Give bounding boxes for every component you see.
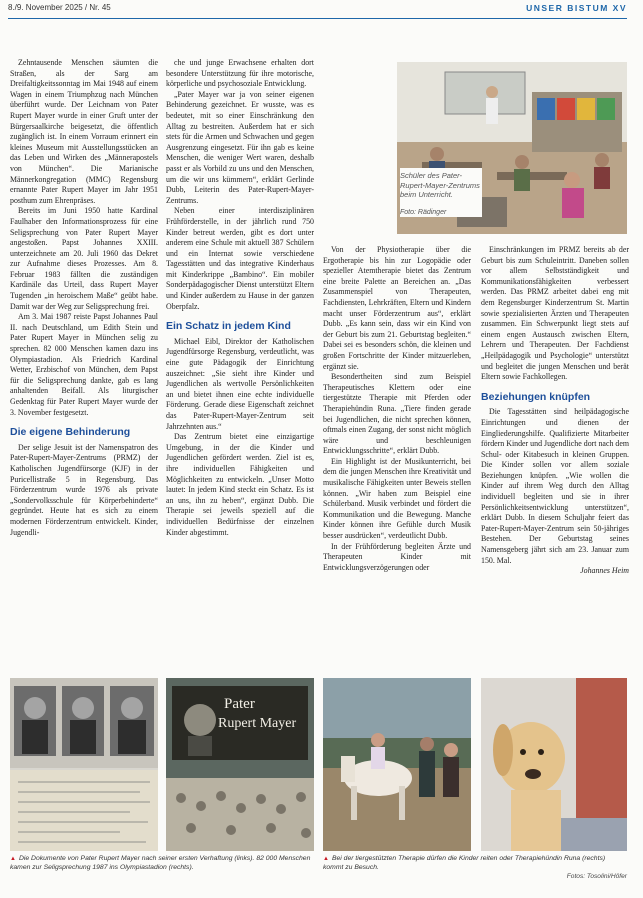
paragraph: che und junge Erwachsene erhalten dort besondere Unterstützung für ihre motorische, körperliche und psychosoziale Entwicklung.	[166, 58, 314, 89]
subheading: Die eigene Behinderung	[10, 426, 131, 439]
classroom-photo-caption: Schüler des Pater-Rupert-Mayer-Zentrums beim Unterricht. Foto: Rädinger	[400, 168, 482, 217]
subheading: Beziehungen knüpfen	[481, 390, 591, 403]
paragraph: Das Zentrum bietet eine einzigartige Umgebung, in der die Kinder und Jugendlichen gefördert werden. Ziel ist es, ihre individuellen Fähigkeiten und Möglichkeiten zu entwickeln. „Unser Motto lautet: In jedem Kind steckt ein Schatz. Es ist an uns, ihn zu heben“, ergänzt Dubb. Die Therapie sei jeweils speziell auf die individuellen Bedürfnisse der einzelnen Kinder abgestimmt.	[166, 432, 314, 537]
paragraph: Bereits im Juni 1950 hatte Kardinal Faulhaber den Informationsprozess für eine Seligsprechung von Pater Rupert Mayer angestoßen. Papst Johannes XXIII. unterzeichnete am 20. Juli 1960 das Dekret zur Aufnahme dieses Prozesses. Am 8. Februar 1983 fällten die zuständigen Kardinäle das Urteil, dass Rupert Mayer Tugenden „in heroischem Maße“ geübt habe. Damit war der Weg zur Seligsprechung frei.	[10, 206, 158, 311]
paragraph: Die Tagesstätten sind heilpädagogische Einrichtungen und dienen der Eingliederungshilfe. Qualifizierte Mitarbeiter fördern Kinder und Jugendliche dort nach dem Schul- oder Kitabesuch in kleinen Gruppen. Die Kinder sollen vor allem soziale Beziehungen knüpfen. „Wie wollen die Kinder auf ihrem Weg durch den Alltag individuell begleiten und sie in ihrer Persönlichkeitsentwicklung unterstützen“, erklärt Dubb. In diesem Schuljahr feiert das Pater-Rupert-Mayer-Zentrum sein 50-jähriges Bestehen. Der Geburtstag seines Namensgeberg jährt sich am 23. Januar zum 150. Mal.	[481, 407, 629, 565]
paragraph: Ein Highlight ist der Musikunterricht, bei dem die jungen Menschen ihre Kreativität und musikalische Fähigkeiten unter Beweis stellen können. „Wir haben zum Beispiel eine Schülerband. Musik verbindet und fördert die Kommunikation und die Bewegung. Manche Kinder können ihre Gefühle durch Musik besser ausdrücken“, verdeutlicht Dubb.	[323, 456, 471, 541]
banner-text-line2: Rupert Mayer	[218, 716, 297, 731]
bottom-photo-credit: Fotos: Tosolini/Höfer	[566, 873, 627, 880]
horse-therapy-photo	[323, 678, 471, 851]
paragraph: „Pater Mayer war ja von seiner eigenen Behinderung gezeichnet. Er wusste, was es bedeutet, mit so einer Einschränkung den Alltag zu bestreiten. Außerdem hat er sich stets für die Armen und Schwachen und gegen Ausgrenzung eingesetzt. Für ihn gab es keine Menschen, die weniger Wert waren, deshalb passt er als Vorbild zu uns und den Menschen, um die wir uns kümmern“, erklärt Gerlinde Dubb, Leiterin des Pater-Rupert-Mayer-Zentrums.	[166, 89, 314, 205]
paragraph: Besondertheiten sind zum Beispiel Therapeutisches Klettern oder eine tiergestützte Therapie mit Pferden oder Therapiehündin Runa. „Tiere finden gerade bei Jugendlichen, die nicht sprechen können, oftmals einen Zugang, der sonst nicht möglich wäre und beschleunigen Entwicklungsschritte“, erklärt Dubb.	[323, 372, 471, 456]
header-rule	[8, 18, 627, 19]
article-column-4	[481, 245, 629, 577]
paragraph: Von der Physiotherapie über die Ergotherapie bis hin zur Logopädie oder spezieller Atemtherapie bietet das Zentrum eine breite Palette an Bereichen an. „Das Zusammenspiel von Therapeuten, Fachdiensten, Lehrkräften, Eltern und Kindern macht unser Förderzentrum aus“, erklärt Dubb. „Es kann sein, dass wir ein Kind von der Geburt bis zum 21. Geburtstag begleiten.“ Dabei sei es besonders schön, die kleinen und großen Fortschritte der Kinder mitzuerleben, ergänzt sie.	[323, 245, 471, 371]
bottom-caption-right: ▲ Bei der tiergestützten Therapie dürfen die Kinder reiten oder Therapiehündin Runa (rechts) kommt zu Besuch.	[323, 855, 606, 871]
subheading: Ein Schatz in jedem Kind	[166, 320, 291, 333]
paragraph: Zehntausende Menschen säumten die Straßen, als der Sarg am Dreifaltigkeitssonntag im Mai 1948 auf einem Wagen in einem Triumphzug nach München überführt wurde. Der Leichnam von Pater Rupert Mayer wurde in einer Gruft unter der Bürgersaalkirche beigesetzt, die öffentlich zugänglich ist. In einem Vorraum erinnert ein kleines Museum mit Ausstellungsstücken an das Leben und Wirken des „Männerapostels von München“. Die Marianische Männerkongregation (MMC) Regensburg ernannte Pater Rupert Mayer im Jahr 1951 posthum zum Ehrenpräses.	[10, 58, 158, 205]
issue-date: 8./9. November 2025 / Nr. 45	[8, 3, 111, 12]
article-column-1	[10, 58, 158, 538]
paragraph: In der Frühförderung begleiten Ärzte und Therapeuten Kinder mit Entwicklungsverzögerungen oder	[323, 541, 471, 572]
documents-photo	[10, 678, 158, 851]
paragraph: Neben einer interdisziplinären Frühförderstelle, in der jährlich rund 750 Kinder betreut werden, gibt es dort unter anderem eine Schule mit aktuell 387 Schülern und ein Internat sowie verschiedene Tagesstätten und das integrative Kinderhaus mit Kinderkrippe „Bambino“. Ein mobiler Sonderpädagogischer Dienst unterstützt Eltern und Kinder außerdem zu Hause in der ganzen Oberpfalz.	[166, 206, 314, 311]
article-column-2	[166, 58, 314, 538]
section-title: UNSER BISTUM XV	[526, 3, 627, 13]
caption-marker-icon: ▲	[10, 856, 16, 862]
banner-text-line1: Pater	[224, 696, 255, 712]
caption-marker-icon: ▲	[323, 856, 329, 862]
paragraph: Am 3. Mai 1987 reiste Papst Johannes Paul II. nach Deutschland, um Edith Stein und Pater Rupert Mayer in München selig zu sprechen. 82 000 Menschen kamen dazu ins Olympiastadion. Als Friedrich Kardinal Wetter, Erzbischof von München, dem Papst für die Seligsprechung dankte, gab es lang anhaltenden Beifall. Als liturgischer Gedenktag für Pater Rupert Mayer wurde der 3. November festgesetzt.	[10, 312, 158, 417]
article-column-3	[323, 245, 471, 573]
bottom-caption-left: ▲ Die Dokumente von Pater Rupert Mayer nach seiner ersten Verhaftung (links). 82 000 Menschen kamen zur Seligsprechung 1987 ins Olympiastadion (rechts).	[10, 855, 311, 871]
therapy-dog-photo	[481, 678, 627, 851]
paragraph: Einschränkungen im PRMZ bereits ab der Geburt bis zum Schuleintritt. Daneben sollen vor allem Selbstständigkeit und Kommunikationsfähigkeiten verbessert werden. Das PRMZ arbeitet dabei eng mit dem Regensburger Kinderzentrum St. Martin sowie spezialisierten Ärzten und Therapeuten zusammen. Ein Schwerpunkt liegt stets auf einem engen Austausch zwischen Eltern, Lehrern und Therapeuten. Der Fachdienst „Heilpädagogik und Psychologie“ unterstützt und begleitet die jungen Menschen und berät Eltern sowie Fachkollegen.	[481, 245, 629, 382]
author-name: Johannes Heim	[580, 566, 629, 576]
paragraph: Der selige Jesuit ist der Namenspatron des Pater-Rupert-Mayer-Zentrums (PRMZ) der Katholischen Jugendfürsorge (KJF) in der Puricellistraße 5 in Regensburg. Das Förderzentrum wurde 1976 als private „Sondervolksschule für Körperbehinderte“ gegründet. Heute hat es sich zu einem modernen Förderzentrum entwickelt. Kinder, Jugendli-	[10, 442, 158, 537]
stadium-photo	[166, 678, 314, 851]
paragraph: Michael Eibl, Direktor der Katholischen Jugendfürsorge Regensburg, verdeutlicht, was eine gute Pädagogik der Einrichtung auszeichnet: „Sie sieht ihre Kinder und Jugendlichen als wertvolle Persönlichkeiten an und bietet ihnen eine echte individuelle Förderung. Gerade diese Eigenschaft zeichnet das Pater-Rupert-Mayer-Zentrum seit Jahrzehnten aus.“	[166, 336, 314, 431]
